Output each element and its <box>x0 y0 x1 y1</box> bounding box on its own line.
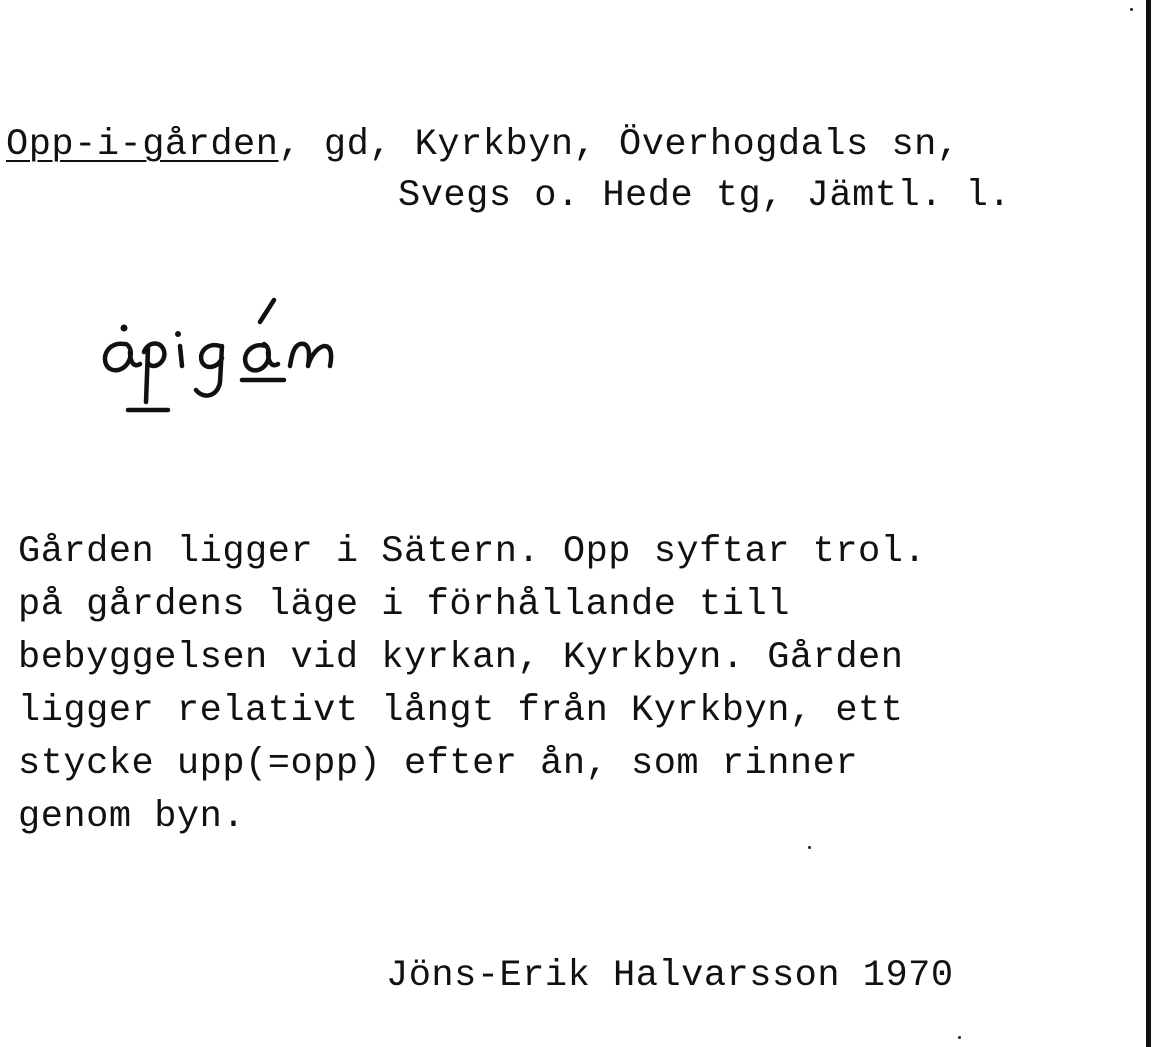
body-line: Gården ligger i Sätern. Opp syftar trol. <box>18 531 927 573</box>
body-line: stycke upp(=opp) efter ån, som rinner <box>18 743 859 785</box>
phonetic-transcription <box>96 282 396 422</box>
entry-district: Svegs o. Hede tg, Jämtl. l. <box>398 175 1011 217</box>
scan-speck <box>1130 8 1133 11</box>
headword: Opp-i-gården <box>6 124 279 166</box>
entry-body <box>18 526 1128 844</box>
body-line: på gårdens läge i förhållande till <box>18 584 790 626</box>
scan-speck <box>808 846 811 849</box>
body-line: ligger relativt långt från Kyrkbyn, ett <box>18 690 904 732</box>
signature: Jöns-Erik Halvarsson 1970 <box>386 955 954 997</box>
scan-speck <box>958 1036 961 1039</box>
card-edge-line <box>1146 0 1151 1047</box>
entry-location: , gd, Kyrkbyn, Överhogdals sn, <box>278 124 960 166</box>
handwritten-phonetic-image <box>96 282 396 422</box>
body-line: bebyggelsen vid kyrkan, Kyrkbyn. Gården <box>18 637 904 679</box>
entry-header <box>6 124 960 166</box>
body-line: genom byn. <box>18 796 246 838</box>
